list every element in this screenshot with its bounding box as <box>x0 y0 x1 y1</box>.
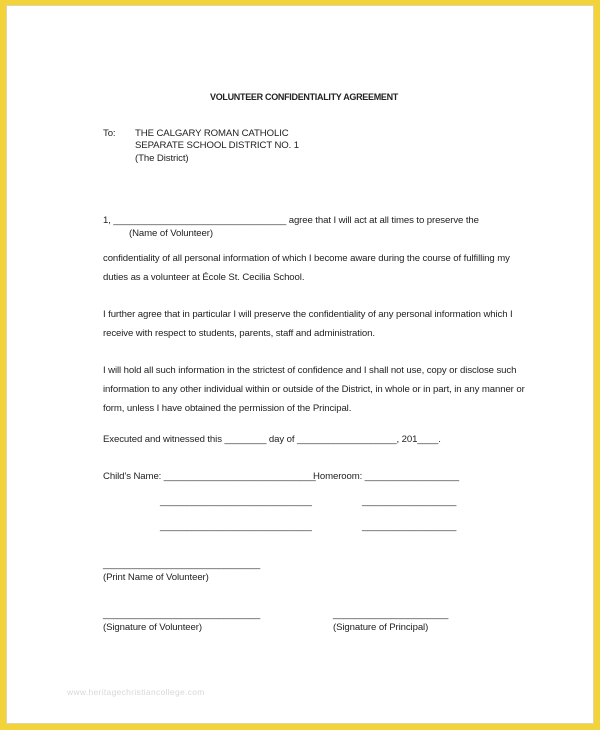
principal-signature-caption: (Signature of Principal) <box>333 622 429 633</box>
childs-name-field: Child’s Name: _____________________________ <box>103 471 316 482</box>
paragraph-1-line-2: confidentiality of all personal information of which I become aware during the course of fulfilling my <box>103 253 510 264</box>
volunteer-signature-caption: (Signature of Volunteer) <box>103 622 202 633</box>
to-label: To: <box>103 128 116 139</box>
print-name-caption: (Print Name of Volunteer) <box>103 572 209 583</box>
volunteer-name-caption: (Name of Volunteer) <box>129 228 213 239</box>
watermark-text: www.heritagechristiancollege.com <box>67 687 205 697</box>
paragraph-2-line-2: receive with respect to students, parents, staff and administration. <box>103 328 375 339</box>
homeroom-blank-3: __________________ <box>362 521 457 532</box>
document-title: VOLUNTEER CONFIDENTIALITY AGREEMENT <box>210 92 399 102</box>
volunteer-signature-line: ______________________________ <box>103 609 261 620</box>
homeroom-blank-2: __________________ <box>362 496 457 507</box>
paragraph-1-line-3: duties as a volunteer at École St. Cecilia School. <box>103 272 305 283</box>
address-line-3: (The District) <box>135 153 189 164</box>
paragraph-3-line-2: information to any other individual within or outside of the District, in whole or in part, in any manner or <box>103 384 525 395</box>
childs-name-blank-2: _____________________________ <box>160 496 312 507</box>
document-page <box>6 5 594 724</box>
paragraph-3-line-3: form, unless I have obtained the permission of the Principal. <box>103 403 352 414</box>
principal-signature-line: ______________________ <box>333 609 449 620</box>
homeroom-field: Homeroom: __________________ <box>313 471 460 482</box>
executed-line: Executed and witnessed this ________ day of ___________________, 201____. <box>103 434 441 445</box>
address-line-2: SEPARATE SCHOOL DISTRICT NO. 1 <box>135 140 300 151</box>
paragraph-1-line-1: 1, _________________________________ agree that I will act at all times to preserve the <box>103 215 479 226</box>
childs-name-blank-3: _____________________________ <box>160 521 312 532</box>
paragraph-3-line-1: I will hold all such information in the strictest of confidence and I shall not use, copy or disclose such <box>103 365 517 376</box>
print-name-line: ______________________________ <box>103 559 261 570</box>
address-line-1: THE CALGARY ROMAN CATHOLIC <box>135 128 289 139</box>
paragraph-2-line-1: I further agree that in particular I will preserve the confidentiality of any personal information which I <box>103 309 513 320</box>
